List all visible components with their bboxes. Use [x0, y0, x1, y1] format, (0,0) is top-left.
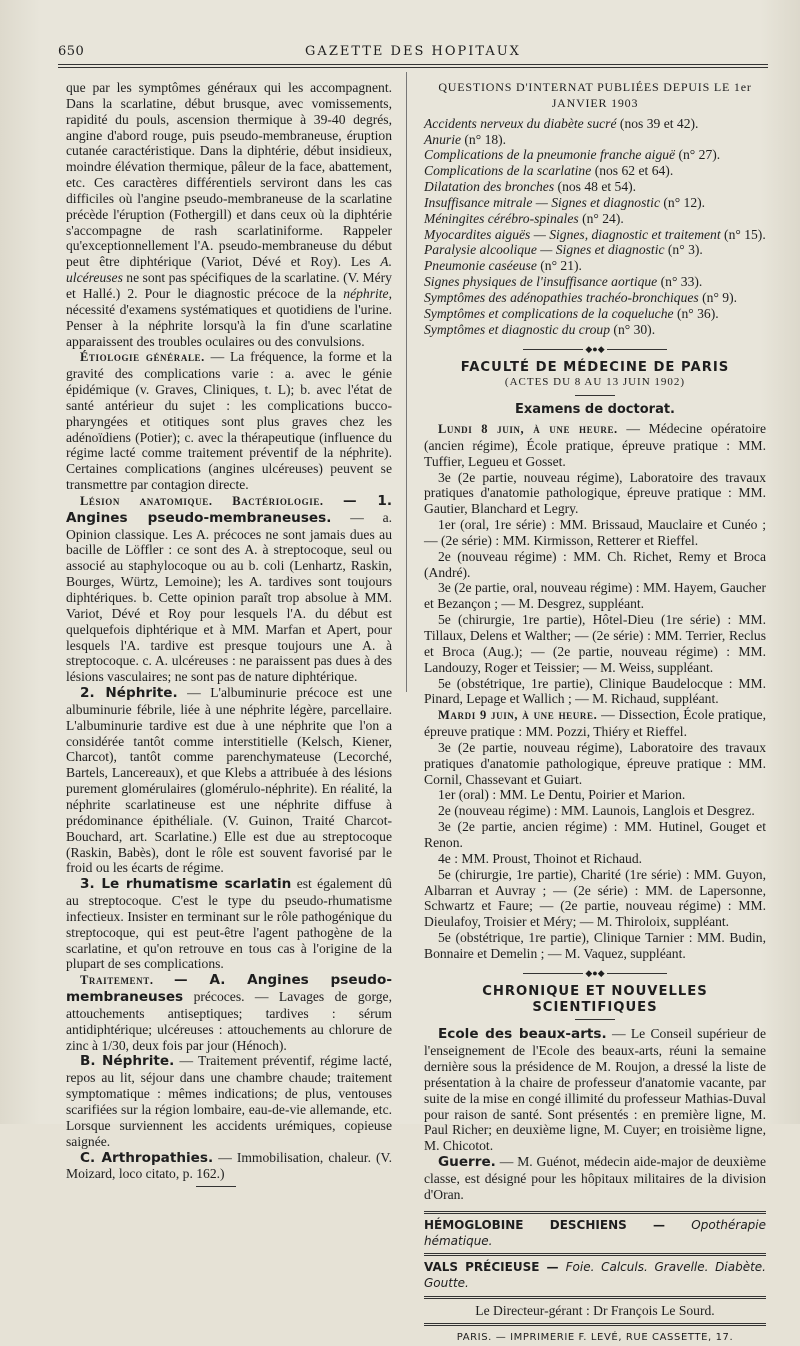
lundi-item: 3e (2e partie, nouveau régime), Laboratoire des travaux pratiques d'anatomie pathologique, épreuve pratique : MM. Gautier, Blanchard et Legry.: [424, 469, 766, 517]
lundi-item: 1er (oral, 1re série) : MM. Brissaud, Mauclaire et Cunéo ; — (2e série) : MM. Kirmisson, Retterer et Rieffel.: [424, 517, 766, 548]
faculte-rule: [575, 395, 615, 396]
mardi-item: 5e (obstétrique, 1re partie), Clinique Tarnier : MM. Budin, Bonnaire et Demelin ; — M. Vaquez, suppléant.: [424, 930, 766, 961]
paragraph-traitement: Traitement. — A. Angines pseudo-membraneuses précoces. — Lavages de gorge, attouchements antiseptiques; tardives : sérum antidiphtérique; ulcéreuses : attouchements au chlorure de zinc à 1/30, deux fois par jour (Hénoch).: [66, 972, 392, 1053]
paragraph-nephrite: 2. Néphrite. — L'albuminurie précoce est une albuminurie fébrile, liée à une néphrite légère, parcellaire. L'albuminurie tardive est due à une néphrite que l'on a considérée tantôt comme interstitielle (Kelsch, Kiener, Charcot), tantôt comme parenchymateuse (Lecorché, Bartels, Lancereaux), et que Klebs a attribuée à des lésions purement glomérulaires (glomérulo-néphrite). En réalité, la néphrite scarlatineuse est une néphrite diffuse à prédominance épithéliale. (V. Guinon, Traité Charcot-Bouchard, art. Scarlatine.) Elle est due au streptocoque (Raskin, Babès), dont le rôle est souvent favorisé par le froid ou les écarts de régime.: [66, 685, 392, 876]
footer-rule: [424, 1323, 766, 1326]
mardi-item: 3e (2e partie, nouveau régime), Laboratoire des travaux pratiques d'anatomie pathologique, épreuve pratique : MM. Cornil, Chassevant et Guiart.: [424, 739, 766, 787]
mardi-paragraph: Mardi 9 juin, à une heure. — Dissection, École pratique, épreuve pratique : MM. Pozzi, Thiéry et Rieffel.: [424, 707, 766, 740]
question-item: Paralysie alcoolique — Signes et diagnostic (n° 3).: [424, 242, 703, 258]
question-item: Symptômes et diagnostic du croup (n° 30).: [424, 321, 656, 337]
chronique-rule: [575, 1019, 615, 1020]
questions-heading: QUESTIONS D'INTERNAT PUBLIÉES DEPUIS LE 1er JANVIER 1903: [438, 80, 752, 110]
mardi-item: 1er (oral) : MM. Le Dentu, Poirier et Marion.: [438, 787, 686, 803]
ecole-paragraph: Ecole des beaux-arts. — Le Conseil supérieur de l'enseignement de l'Ecole des beaux-arts, réuni la semaine dernière sous la présidence de M. Roujon, a dressé la liste de présentation à la chaire de professeur d'anatomie vacante, par suite de la mise en congé illimité du professeur Mathias-Duval pour raison de santé. Sont présentés : en première ligne, M. Paul Richer; en deuxième ligne, M. Cuyer; en troisième ligne, M. Chicotot.: [424, 1026, 766, 1154]
question-item: Complications de la pneumonie franche aiguë (n° 27).: [424, 147, 721, 163]
question-item: Pneumonie caséeuse (n° 21).: [424, 258, 582, 274]
running-title: GAZETTE DES HOPITAUX: [305, 44, 521, 59]
question-item: Dilatation des bronches (nos 48 et 54).: [424, 179, 637, 195]
paragraph-rhumatisme: 3. Le rhumatisme scarlatin est également dû au streptocoque. C'est le type du pseudo-rhumatisme infectieux. Insister en terminant sur le rôle pathogénique du streptocoque, qui est peut-être l'agent pathogène de la scarlatine, et qu'on retrouve en tous cas à l'origine de la plupart de ses complications.: [66, 876, 392, 972]
paragraph-traitement-b: B. Néphrite. — Traitement préventif, régime lacté, repos au lit, séjour dans une chambre chaude; traitement symptomatique : mêmes indications; de plus, ventouses scarifiées sur la région lombaire, eau-de-vie allemande, etc. Lorsque surviennent les accidents urémiques, copieuse saignée.: [66, 1053, 392, 1149]
chronique-heading: CHRONIQUE ET NOUVELLES SCIENTIFIQUES: [482, 983, 708, 1015]
paragraph-etiologie: Étiologie générale. — La fréquence, la forme et la gravité des complications varie : a. avec le génie épidémique (v. Graves, Cliniques, t. L); b. avec l'état de santé antérieur du sujet : les complications bucco-pharyngées et otitiques sont plus graves chez les adénoïdiens (Potier); c. avec la thérapeutique (influence du régime lacté comme traitement préventif de la néphrite). Certaines complications (angines ulcéreuses) peuvent se transmettre par contagion directe.: [66, 349, 392, 493]
header-rule-2: [58, 67, 768, 68]
mardi-item: 3e (2e partie, ancien régime) : MM. Hutinel, Gouget et Renon.: [424, 819, 766, 850]
question-item: Myocardites aiguës — Signes, diagnostic et traitement (n° 15).: [424, 226, 766, 242]
ad-rule-bottom: [424, 1296, 766, 1299]
examens-heading: Examens de doctorat.: [515, 402, 675, 418]
mardi-item: 2e (nouveau régime) : MM. Launois, Langlois et Desgrez.: [438, 803, 755, 819]
faculte-subheading: (ACTES DU 8 AU 13 JUIN 1902): [504, 376, 686, 389]
separator-ornament: ◆●◆: [424, 344, 766, 354]
lundi-paragraph: Lundi 8 juin, à une heure. — Médecine opératoire (ancien régime), École pratique, épreuve pratique : MM. Tuffier, Legueu et Gosset.: [424, 421, 766, 469]
guerre-paragraph: Guerre. — M. Guénot, médecin aide-major de deuxième classe, est désigné pour les hôpitaux militaires de la division d'Oran.: [424, 1154, 766, 1202]
left-column: [66, 80, 392, 1193]
header-rule: [58, 64, 768, 65]
paragraph-traitement-c: C. Arthropathies. — Immobilisation, chaleur. (V. Moizard, loco citato, p. 162.): [66, 1149, 392, 1182]
question-item: Signes physiques de l'insuffisance aortique (n° 33).: [424, 274, 703, 290]
paragraph-diagnosis: que par les symptômes généraux qui les accompagnent. Dans la scarlatine, début brusque, avec vomissements, rapidité du pouls, ascension thermique à 39-40 degrés, angine d'abord rouge, puis pseudo-membraneuse, éruption cutanée caractéristique. Dans la diphtérie, début insidieux, moindre élévation thermique, pâleur de la face, abattement, etc. Ces caractères différentiels serviront dans les cas difficiles où l'angine pseudo-membraneuse de la scarlatine précède l'éruption (Fothergill) et dans ceux où la diphtérie s'accompagne de rash scarlatiniforme. Rappeler qu'exceptionnellement l'A. pseudo-membraneuse du début peut être diphtérique (Variot, Dévé et Roy). Les A. ulcéreuses ne sont pas spécifiques de la scarlatine. (V. Méry et Hallé.) 2. Pour le diagnostic précoce de la néphrite, nécessité d'examens systématiques et quotidiens de l'urine. Penser à la néphrite lorsqu'à la fin d'une scarlatine apparaissent des troubles oculaires ou des convulsions.: [66, 80, 392, 349]
mardi-item: 4e : MM. Proust, Thoinot et Richaud.: [438, 850, 643, 866]
paragraph-lesion: Lésion anatomique. Bactériologie. — 1. Angines pseudo-membraneuses. — a. Opinion classique. Les A. précoces ne sont jamais dues au bacille de Löffler : ce sont des A. à streptocoque, seul ou associé au staphylocoque ou au b. coli (Lenhartz, Raskin, Bourges, Würtz, Lemoine); les A. tardives sont toujours diphtériques. b. Cette opinion paraît trop absolue à MM. Variot, Dévé et Roy pour lesquels l'A. du début est quelquefois diphtérique et à MM. Marfan et Apert, pour lesquels l'A. tardive est presque toujours une A. à streptocoque. c. A. ulcéreuses : ne paraissent pas dues à des lésions vasculaires; ne sont pas de nature diphtérique.: [66, 492, 392, 685]
faculte-heading: FACULTÉ DE MÉDECINE DE PARIS: [460, 359, 730, 375]
question-item: Insuffisance mitrale — Signes et diagnostic (n° 12).: [424, 194, 706, 210]
lundi-item: 5e (obstétrique, 1re partie), Clinique Baudelocque : MM. Pinard, Lepage et Wallich ; — M. Richaud, suppléant.: [424, 675, 766, 707]
ad-rule-top: [424, 1211, 766, 1214]
end-rule: [196, 1186, 236, 1187]
column-divider: [406, 72, 407, 692]
ad-rule-mid: [424, 1253, 766, 1256]
page-header: [58, 44, 768, 62]
separator-ornament-2: ◆●◆: [424, 968, 766, 978]
question-item: Symptômes des adénopathies trachéo-bronchiques (n° 9).: [424, 289, 738, 305]
lundi-item: 5e (chirurgie, 1re partie), Hôtel-Dieu (1re série) : MM. Tillaux, Delens et Walther; — (2e série) : MM. Terrier, Reclus et Broca (Aug.); — (2e partie, nouveau régime) : MM. Landouzy, Roger et Teissier; — M. Weiss, suppléant.: [424, 612, 766, 675]
ad-vals: VALS PRÉCIEUSE — Foie. Calculs. Gravelle. Diabète. Goutte.: [424, 1260, 766, 1291]
question-item: Complications de la scarlatine (nos 62 et 64).: [424, 163, 674, 179]
printer-line: PARIS. — IMPRIMERIE F. LEVÉ, RUE CASSETTE, 17.: [456, 1331, 734, 1343]
question-item: Anurie (n° 18).: [424, 131, 507, 147]
lundi-item: 3e (2e partie, oral, nouveau régime) : MM. Hayem, Gaucher et Bezançon ; — M. Desgrez, suppléant.: [424, 580, 767, 612]
lundi-item: 2e (nouveau régime) : MM. Ch. Richet, Remy et Broca (André).: [424, 548, 766, 580]
question-item: Méningites cérébro-spinales (n° 24).: [424, 210, 624, 226]
question-item: Symptômes et complications de la coqueluche (n° 36).: [424, 305, 719, 321]
ad-hemoglobine: HÉMOGLOBINE DESCHIENS — Opothérapie hématique.: [424, 1217, 766, 1248]
right-column: [424, 80, 766, 1346]
questions-list: [424, 116, 766, 338]
page-number: 650: [58, 44, 85, 59]
director-line: Le Directeur-gérant : Dr François Le Sourd.: [475, 1303, 715, 1319]
question-item: Accidents nerveux du diabète sucré (nos 39 et 42).: [424, 115, 699, 131]
mardi-item: 5e (chirurgie, 1re partie), Charité (1re série) : MM. Guyon, Albarran et Auvray ; — (2e série) : MM. de Lapersonne, Schwartz et Faure; — (2e partie, nouveau régime) : MM. Dieulafoy, Troisier et Méry; — M. Thiroloix, suppléant.: [424, 866, 766, 930]
